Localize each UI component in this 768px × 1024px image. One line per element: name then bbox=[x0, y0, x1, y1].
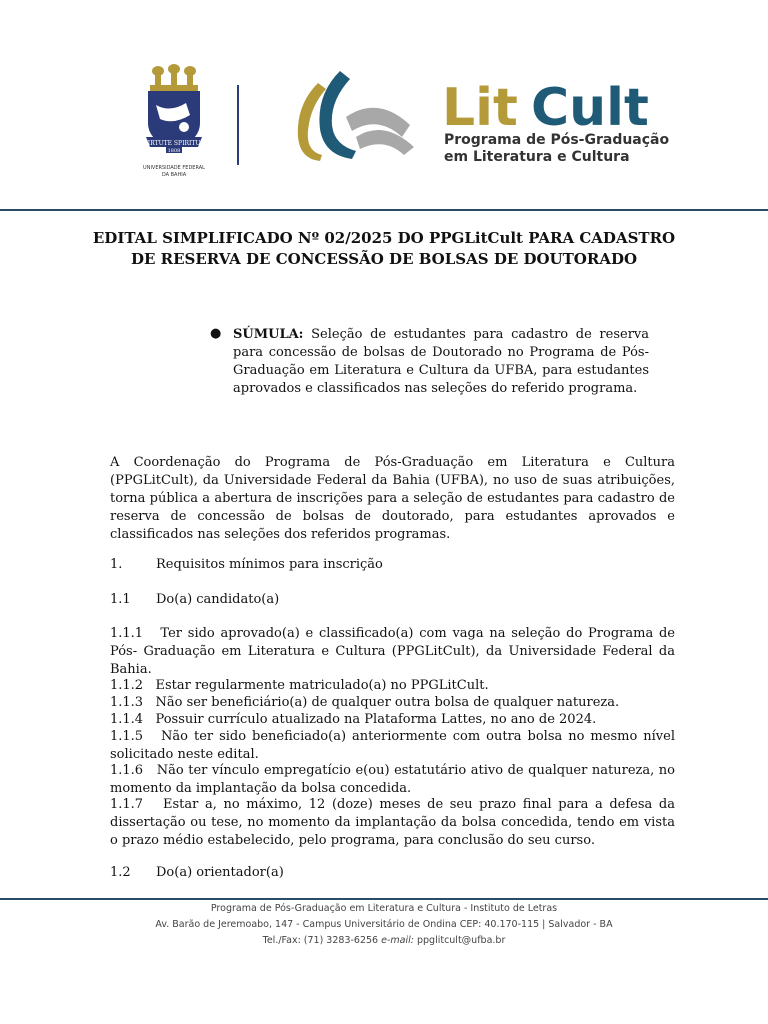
logo-cult: Cult bbox=[531, 78, 649, 138]
footer-phone: Tel./Fax: (71) 3283-6256 bbox=[262, 935, 382, 946]
ufba-name-line2: DA BAHIA bbox=[161, 172, 187, 178]
ufba-motto: VIRTUTE SPIRITUS bbox=[143, 140, 205, 147]
item-1-1-5 bbox=[110, 728, 675, 764]
item-number: 1.1.2 bbox=[110, 678, 144, 693]
ufba-name-line1: UNIVERSIDADE FEDERAL bbox=[143, 165, 205, 171]
footer-rule bbox=[0, 898, 768, 900]
footer-email[interactable]: ppglitcult@ufba.br bbox=[413, 935, 506, 946]
section-1-title: Requisitos mínimos para inscrição bbox=[156, 557, 383, 572]
section-1-1-title: Do(a) candidato(a) bbox=[156, 592, 280, 607]
item-1-1-1 bbox=[110, 625, 675, 679]
footer-line-3 bbox=[0, 933, 768, 949]
item-text: Não ter vínculo empregatício e(ou) estatutário ativo de qualquer natureza, no momento da implantação da bolsa concedida. bbox=[110, 763, 675, 796]
title-line-2: DE RESERVA DE CONCESSÃO DE BOLSAS DE DOUTORADO bbox=[130, 250, 638, 268]
item-text: Ter sido aprovado(a) e classificado(a) com vaga na seleção do Programa de Pós- Graduação em Literatura e Cultura (PPGLitCult), da Universidade Federal da Bahia. bbox=[110, 626, 676, 677]
section-1-2-heading bbox=[110, 864, 675, 882]
intro-paragraph: A Coordenação do Programa de Pós-Graduação em Literatura e Cultura (PPGLitCult), da Universidade Federal da Bahia (UFBA), no uso de suas atribuições, torna pública a abertura de inscrições para a seleção de estudantes para cadastro de reserva de concessão de bolsas de doutorado, para estudantes aprovados e classificados nas seleções dos referidos programas. bbox=[110, 455, 675, 542]
section-1-1-number: 1.1 bbox=[110, 592, 131, 607]
item-number: 1.1.1 bbox=[110, 626, 144, 641]
ufba-year: 1808 bbox=[167, 148, 181, 154]
item-1-1-3 bbox=[110, 694, 675, 712]
logo-separator bbox=[237, 85, 239, 165]
item-text: Não ter sido beneficiado(a) anteriormente com outra bolsa no mesmo nível solicitado neste edital. bbox=[110, 729, 675, 762]
item-number: 1.1.6 bbox=[110, 763, 144, 778]
footer-line-2: Av. Barão de Jeremoabo, 147 - Campus Universitário de Ondina CEP: 40.170-115 | Salvador - BA bbox=[155, 919, 613, 930]
section-1-1-heading bbox=[110, 591, 675, 609]
item-text: Não ser beneficiário(a) de qualquer outra bolsa de qualquer natureza. bbox=[155, 695, 620, 710]
item-1-1-6 bbox=[110, 762, 675, 798]
footer-email-label: e-mail: bbox=[381, 935, 414, 946]
item-text: Estar regularmente matriculado(a) no PPGLitCult. bbox=[155, 678, 489, 693]
item-number: 1.1.3 bbox=[110, 695, 144, 710]
footer-line-1: Programa de Pós-Graduação em Literatura e Cultura - Instituto de Letras bbox=[210, 903, 558, 914]
header-rule bbox=[0, 209, 768, 211]
logo-graphics bbox=[0, 55, 768, 185]
sumula-bullet: ● bbox=[210, 326, 222, 341]
logo-lit: Lit bbox=[442, 78, 518, 138]
document-title bbox=[60, 228, 708, 270]
item-number: 1.1.5 bbox=[110, 729, 144, 744]
section-1-2-number: 1.2 bbox=[110, 865, 131, 880]
item-number: 1.1.7 bbox=[110, 797, 144, 812]
header-logos bbox=[0, 55, 768, 185]
item-text: Possuir currículo atualizado na Plataforma Lattes, no ano de 2024. bbox=[155, 712, 597, 727]
title-line-1: EDITAL SIMPLIFICADO Nº 02/2025 DO PPGLitCult PARA CADASTRO bbox=[92, 229, 676, 247]
item-1-1-2 bbox=[110, 677, 675, 695]
item-text: Estar a, no máximo, 12 (doze) meses de seu prazo final para a defesa da dissertação ou tese, no momento da implantação da bolsa concedida, tendo em vista o prazo médio estabelecido, pelo programa, para conclusão do seu curso. bbox=[110, 797, 675, 848]
item-number: 1.1.4 bbox=[110, 712, 144, 727]
section-1-number: 1. bbox=[110, 557, 123, 572]
logo-subtitle-line1: Programa de Pós-Graduação bbox=[444, 132, 670, 148]
footer bbox=[0, 901, 768, 949]
logo-subtitle-line2: em Literatura e Cultura bbox=[444, 149, 630, 165]
item-1-1-7 bbox=[110, 796, 675, 850]
litcult-mark-icon bbox=[298, 71, 414, 161]
sumula-label: SÚMULA: bbox=[233, 327, 304, 342]
sumula-text: Seleção de estudantes para cadastro de reserva para concessão de bolsas de Doutorado no Programa de Pós-Graduação em Literatura e Cultura da UFBA, para estudantes aprovados e classificados nas seleções do referido programa. bbox=[233, 327, 649, 396]
sumula-paragraph bbox=[233, 326, 649, 398]
section-1-2-title: Do(a) orientador(a) bbox=[156, 865, 284, 880]
item-1-1-4 bbox=[110, 711, 675, 729]
section-1-heading bbox=[110, 556, 675, 574]
